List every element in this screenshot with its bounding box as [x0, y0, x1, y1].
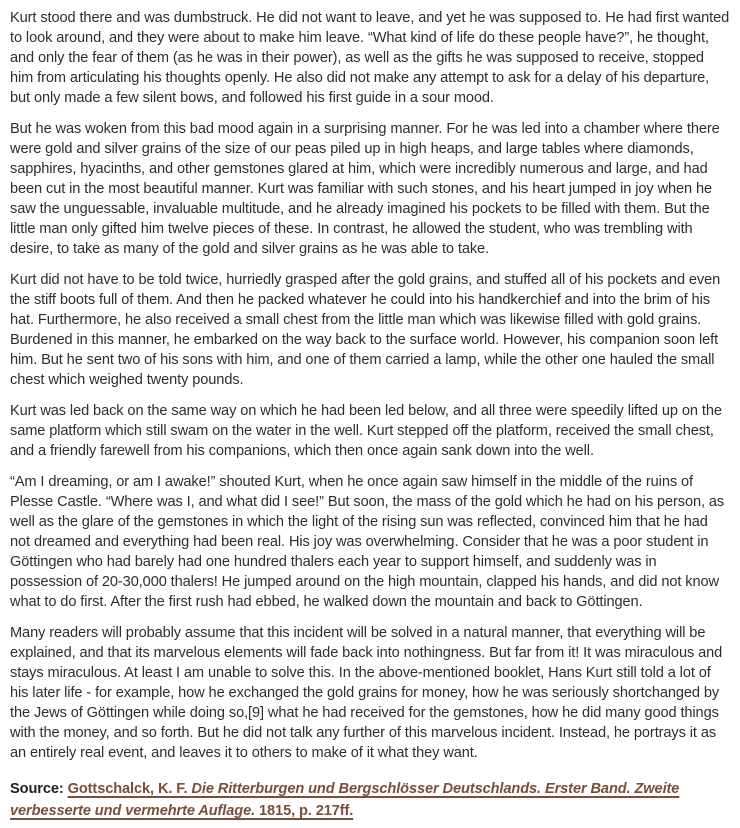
story-paragraph-1: Kurt stood there and was dumbstruck. He did not want to leave, and yet he was supposed to. He had first wanted to look around, and they were about to make him leave. “What kind of life do these people have?”, he thought, and only the fear of them (as he was in their power), as well as the gifts he was supposed to receive, stopped him from articulating his thoughts openly. He also did not make any attempt to ask for a delay of his departure, but only made a few silent bows, and followed his first guide in a sour mood. [10, 10, 730, 106]
story-paragraph-6: Many readers will probably assume that this incident will be solved in a natural manner, that everything will be explained, and that its marvelous elements will fade back into nothingness. But far from it! It was miraculous and stays miraculous. At least I am unable to solve this. In the above-mentioned booklet, Hans Kurt still told a lot of his later life - for example, how he exchanged the gold grains for money, how he was seriously shortchanged by the Jews of Göttingen while doing so,[9] what he had received for the gemstones, how he did many good things with the money, and so forth. But he did not talk any further of this marvelous incident. Instead, he portrays it as an entirely real event, and leaves it to others to make of it what they want. [10, 625, 723, 761]
story-paragraph-3: Kurt did not have to be told twice, hurriedly grasped after the gold grains, and stuffed all of his pockets and even the stiff boots full of them. And then he packed whatever he could into his handkerchief and into the brim of his hat. Furthermore, he also received a small chest from the little man which was likewise filled with gold grains. Burdened in this manner, he embarked on the way back to the surface world. However, his companion soon left him. But he sent two of his sons with him, and one of them carried a lamp, while the other one hauled the small chest which weighed twenty pounds. [10, 272, 721, 388]
source-line [10, 778, 730, 822]
source-author: Gottschalck, K. F. [67, 781, 192, 797]
source-title: Die Ritterburgen und Bergschlösser Deutschlands. Erster Band. Zweite verbesserte und vermehrte Auflage. [10, 781, 680, 819]
story-paragraph-4: Kurt was led back on the same way on which he had been led below, and all three were speedily lifted up on the same platform which still swam on the water in the well. Kurt stepped off the platform, received the small chest, and a friendly farewell from his companions, which then once again sank down into the well. [10, 403, 722, 459]
source-details: 1815, p. 217ff. [255, 803, 354, 819]
source-citation-link[interactable] [10, 781, 679, 819]
story-paragraph-2: But he was woken from this bad mood again in a surprising manner. For he was led into a chamber where there were gold and silver grains of the size of our peas piled up in high heaps, and large tables where diamonds, sapphires, hyacinths, and other gemstones glared at him, which were incredibly numerous and large, and had been cut in the most beautiful manner. Kurt was familiar with such stones, and his heart jumped in joy when he saw the unguessable, invaluable multitude, and he already imagined his pockets to be filled with them. But the little man only gifted him twelve pieces of these. In contrast, he allowed the student, who was trembling with desire, to take as many of the gold and silver grains as he was able to take. [10, 121, 720, 257]
source-label: Source: [10, 781, 64, 797]
story-paragraph-5: “Am I dreaming, or am I awake!” shouted Kurt, when he once again saw himself in the middle of the ruins of Plesse Castle. “Where was I, and what did I see!” But soon, the mass of the gold which he had on his person, as well as the glare of the gemstones in which the light of the rising sun was reflected, convinced him that he had not dreamed and everything had been real. His joy was overwhelming. Consider that he was a poor student in Göttingen who had barely had one hundred thalers each year to support himself, and suddenly was in possession of 20-30,000 thalers! He jumped around on the high mountain, clapped his hands, and did not know what to do first. After the first rush had ebbed, he walked down the mountain and back to Göttingen. [10, 474, 725, 610]
